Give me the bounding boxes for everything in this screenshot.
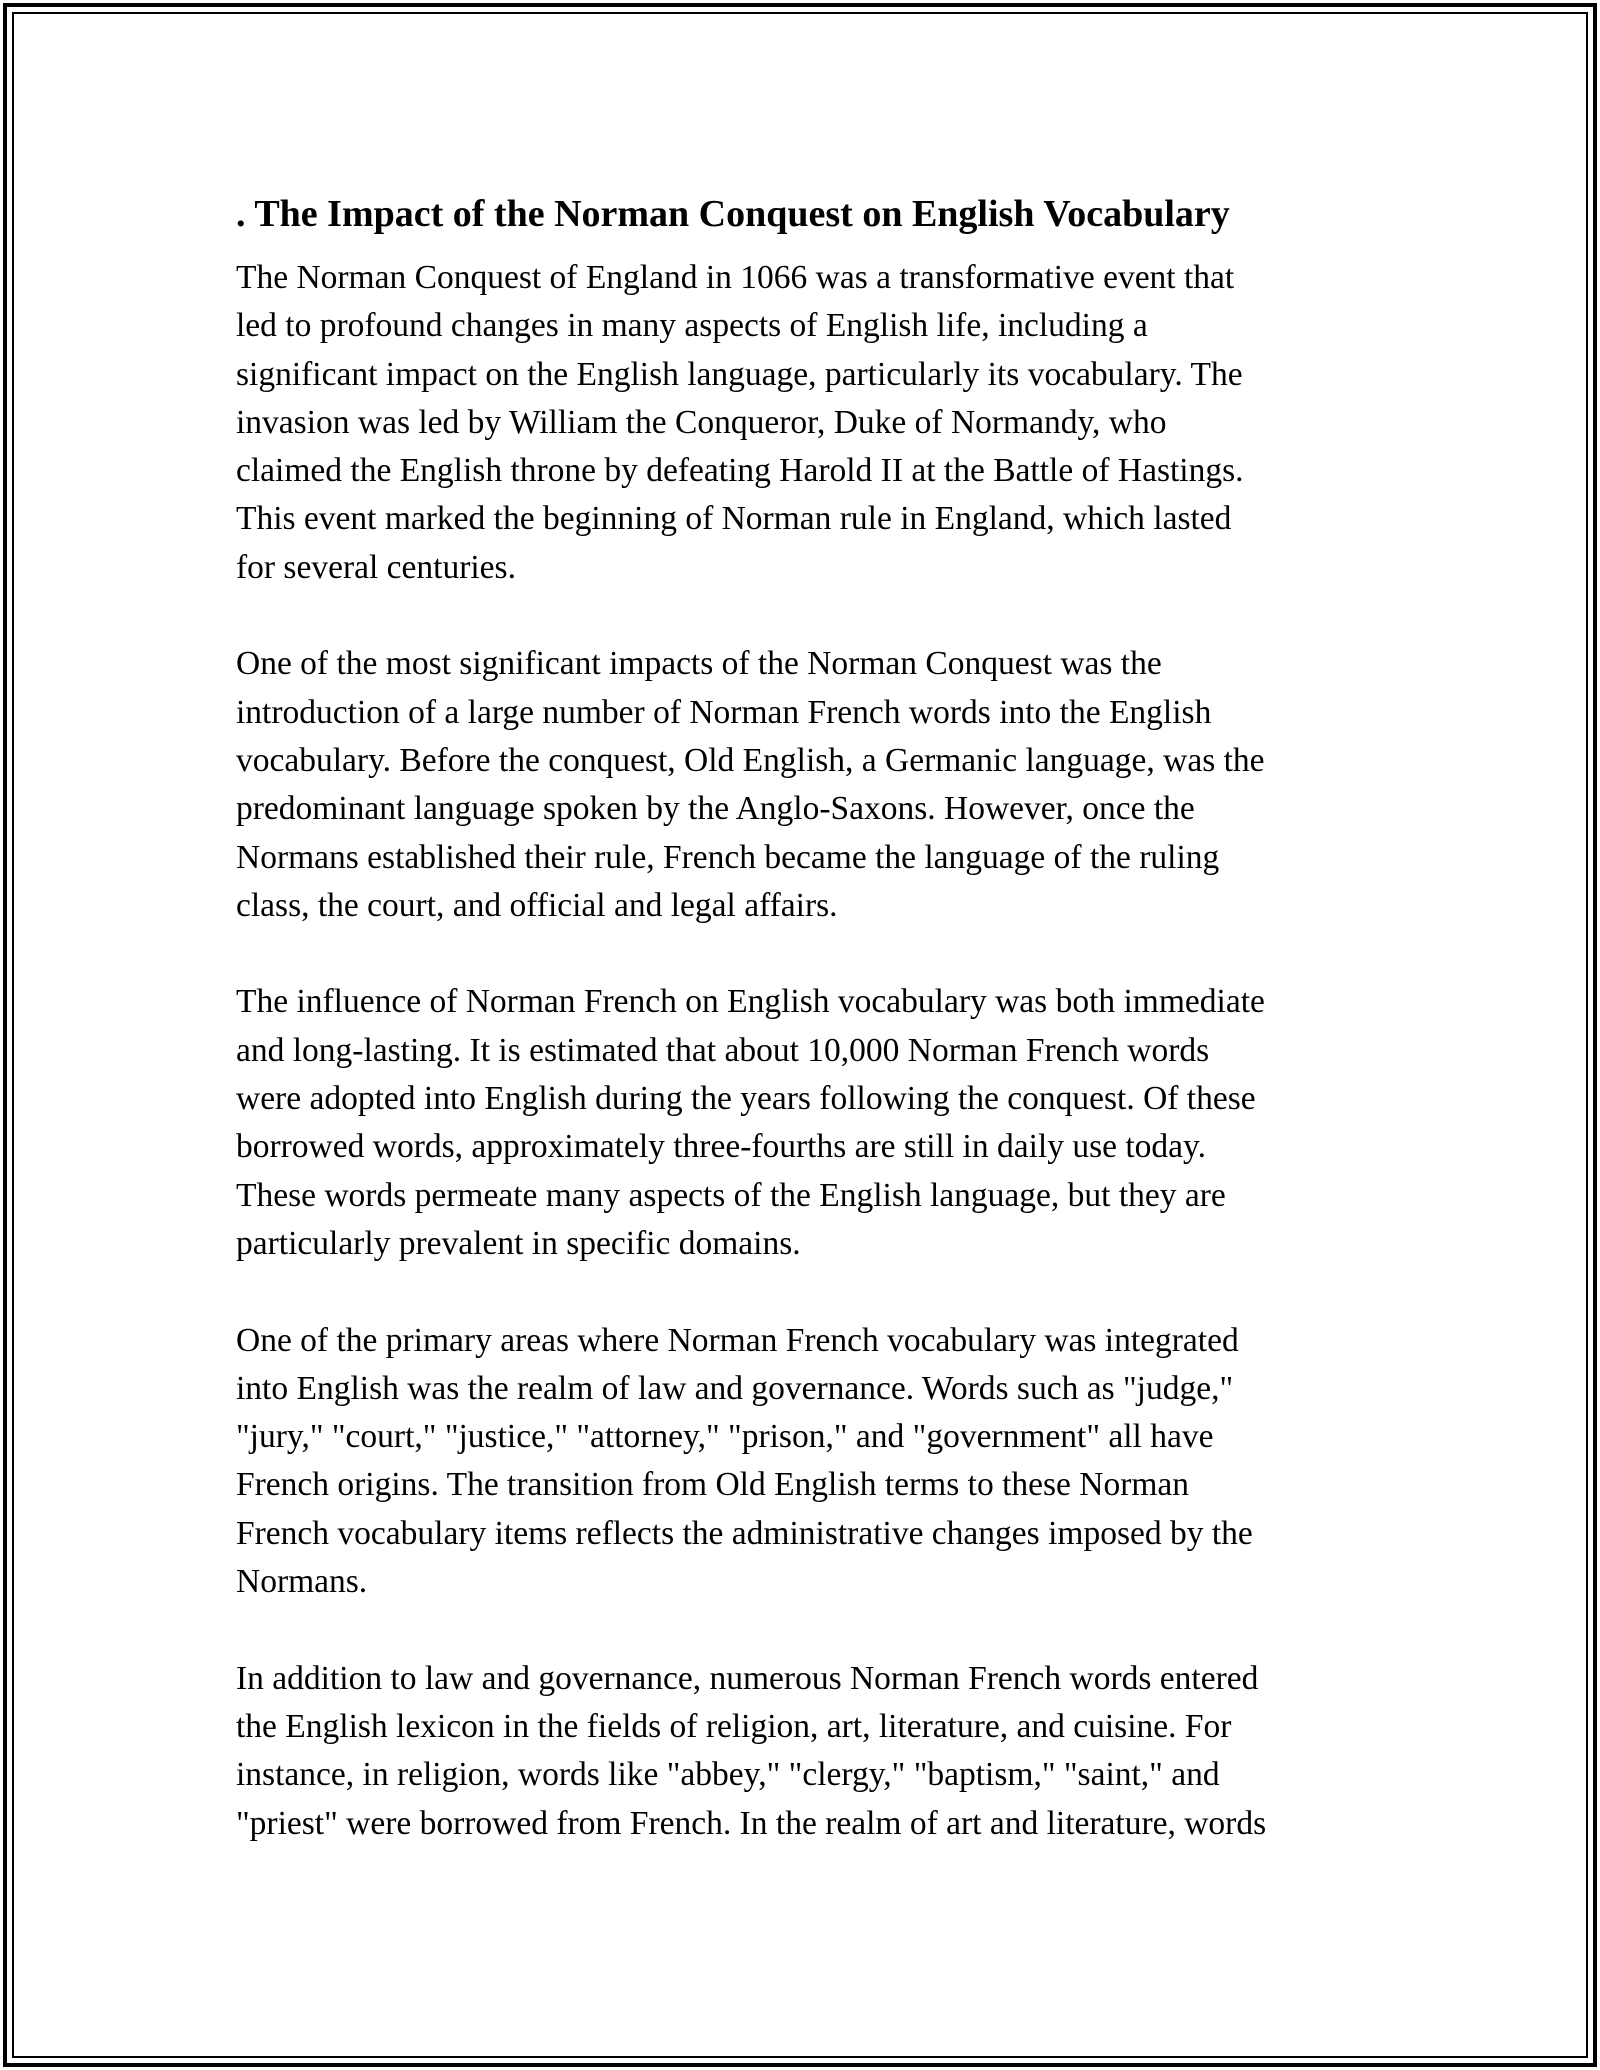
paragraph-4 bbox=[236, 1317, 1376, 1607]
paragraph-line: the English lexicon in the fields of religion, art, literature, and cuisine. For bbox=[236, 1707, 1232, 1745]
paragraph-line: for several centuries. bbox=[236, 548, 516, 586]
paragraph-line: predominant language spoken by the Anglo-Saxons. However, once the bbox=[236, 790, 1195, 828]
paragraph-line: French vocabulary items reflects the administrative changes imposed by the bbox=[236, 1514, 1253, 1552]
paragraph-line: One of the most significant impacts of the Norman Conquest was the bbox=[236, 645, 1162, 683]
paragraph-line: particularly prevalent in specific domains. bbox=[236, 1224, 801, 1262]
paragraph-line: borrowed words, approximately three-fourths are still in daily use today. bbox=[236, 1128, 1206, 1166]
paragraph-line: One of the primary areas where Norman French vocabulary was integrated bbox=[236, 1321, 1239, 1359]
paragraph-line: French origins. The transition from Old English terms to these Norman bbox=[236, 1466, 1190, 1504]
paragraph-line: and long-lasting. It is estimated that about 10,000 Norman French words bbox=[236, 1031, 1210, 1069]
paragraph-line: led to profound changes in many aspects of English life, including a bbox=[236, 307, 1148, 345]
paragraph-line: vocabulary. Before the conquest, Old English, a Germanic language, was the bbox=[236, 741, 1265, 779]
paragraph-line: Normans. bbox=[236, 1563, 368, 1601]
paragraph-line: were adopted into English during the years following the conquest. Of these bbox=[236, 1080, 1256, 1118]
paragraph-line: This event marked the beginning of Norman rule in England, which lasted bbox=[236, 500, 1232, 538]
paragraph-3 bbox=[236, 978, 1376, 1268]
paragraph-line: claimed the English throne by defeating Harold II at the Battle of Hastings. bbox=[236, 452, 1244, 490]
paragraph-line: In addition to law and governance, numerous Norman French words entered bbox=[236, 1659, 1259, 1697]
paragraph-line: These words permeate many aspects of the English language, but they are bbox=[236, 1176, 1226, 1214]
paragraph-line: "priest" were borrowed from French. In the realm of art and literature, words bbox=[236, 1804, 1267, 1842]
document-body bbox=[236, 186, 1376, 1896]
paragraph-2 bbox=[236, 640, 1376, 930]
paragraph-line: The influence of Norman French on English vocabulary was both immediate bbox=[236, 983, 1265, 1021]
paragraph-line: invasion was led by William the Conqueror, Duke of Normandy, who bbox=[236, 403, 1167, 441]
paragraph-line: significant impact on the English language, particularly its vocabulary. The bbox=[236, 355, 1243, 393]
paragraph-line: "jury," "court," "justice," "attorney," "prison," and "government" all have bbox=[236, 1418, 1214, 1456]
document-title: . The Impact of the Norman Conquest on English Vocabulary bbox=[236, 193, 1230, 235]
paragraph-line: The Norman Conquest of England in 1066 was a transformative event that bbox=[236, 259, 1235, 296]
paragraph-line: Normans established their rule, French became the language of the ruling bbox=[236, 838, 1220, 876]
paragraph-1 bbox=[236, 254, 1376, 592]
paragraph-5 bbox=[236, 1655, 1376, 1848]
paragraph-line: introduction of a large number of Norman French words into the English bbox=[236, 693, 1212, 731]
paragraph-line: into English was the realm of law and governance. Words such as "judge," bbox=[236, 1369, 1234, 1407]
paragraph-line: instance, in religion, words like "abbey," "clergy," "baptism," "saint," and bbox=[236, 1756, 1220, 1794]
paragraph-line: class, the court, and official and legal affairs. bbox=[236, 886, 838, 924]
